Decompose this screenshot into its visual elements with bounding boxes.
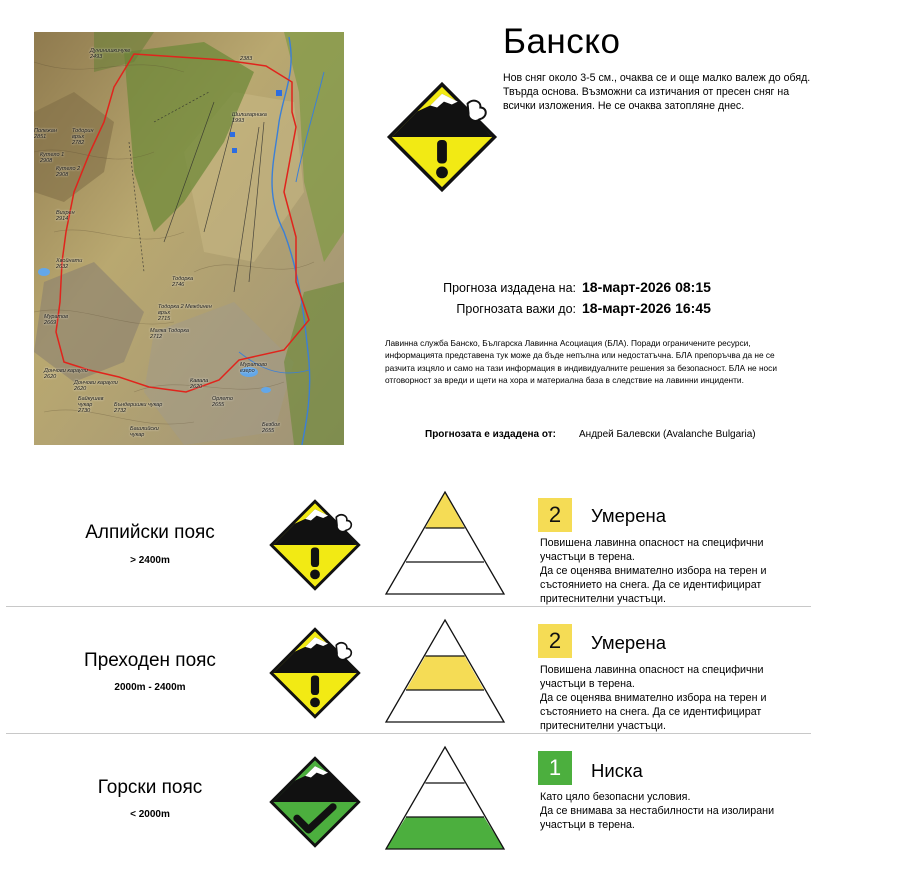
map-label: 2383 (240, 56, 253, 62)
issued-value: 18-март-2026 08:15 (582, 279, 711, 295)
map-label: Тодорка 2 Междинен връх 2715 (158, 304, 212, 322)
danger-level-description: Повишена лавинна опасност на специфични участъци в терена. Да се оценява внимателно избора на терен и състоянието на снега. Да се идентифицират притеснителни участъци. (540, 537, 767, 605)
map-label: Безбог 2655 (262, 422, 280, 434)
valid-value: 18-март-2026 16:45 (582, 300, 711, 316)
zone-row-alpine (6, 478, 906, 606)
map-label: Малка Тодорка 2712 (150, 328, 189, 340)
zone-range: < 2000m (130, 809, 170, 820)
forecast-summary: Нов сняг около 3-5 см., очаква се и още малко валеж до обяд. Твърда основа. Възможни са изтичания от пресен сняг на всички изложения. Не се очаква затопляне днес. (503, 72, 811, 112)
map-label: Дунинишкичуке 2493 (90, 48, 131, 60)
danger-level-badge: 1 (538, 751, 572, 785)
avalanche-danger-level-1-icon (266, 753, 364, 856)
map-label: Хвойнати 2632 (56, 258, 83, 270)
zone-name: Алпийски пояс (85, 522, 215, 543)
author-value: Андрей Балевски (Avalanche Bulgaria) (579, 429, 756, 440)
zone-range: 2000m - 2400m (114, 682, 186, 693)
danger-level-description: Повишена лавинна опасност на специфични участъци в терена. Да се оценява внимателно избора на терен и състоянието на снега. Да се идентифицират притеснителни участъци. (540, 664, 767, 732)
map-label: Дончови караули 2620 (44, 368, 88, 380)
map-label: Кутело 1 2908 (40, 152, 65, 164)
page-title: Банско (503, 22, 621, 61)
zone-range: > 2400m (130, 555, 170, 566)
map-label: Тодорин връх 2782 (72, 128, 94, 146)
valid-label: Прогнозата важи до: (456, 302, 576, 316)
avalanche-danger-level-2-icon (266, 624, 364, 727)
avalanche-danger-level-2-icon (266, 496, 364, 599)
elevation-pyramid (384, 745, 506, 856)
map-label: Муратов 2669 (44, 314, 68, 326)
danger-level-badge: 2 (538, 624, 572, 658)
map-label: Байкушев чукар 2730 (78, 396, 104, 414)
map-label: Орлето 2655 (212, 396, 233, 408)
elevation-pyramid (384, 618, 506, 729)
map-label: Башлийски чукар (130, 426, 159, 438)
map-label: Полежан 2851 (34, 128, 57, 140)
issued-label: Прогноза издадена на: (443, 281, 576, 295)
danger-level-badge: 2 (538, 498, 572, 532)
avalanche-danger-level-2-icon (383, 78, 501, 201)
map-label: Муратово езеро (240, 362, 267, 374)
terrain-map (34, 32, 344, 445)
danger-level-name: Умерена (591, 505, 667, 526)
zone-name: Преходен пояс (84, 650, 216, 671)
zone-name: Горски пояс (97, 777, 203, 798)
map-label: Кавала 2620 (190, 378, 209, 390)
map-label: Тодорка 2746 (172, 276, 194, 288)
map-label: Дончови караули 2620 (74, 380, 118, 392)
danger-level-description: Като цяло безопасни условия. Да се внимава за нестабилности на изолирани участъци в терена. (540, 791, 775, 831)
disclaimer-text: Лавинна служба Банско, Българска Лавинна Асоциация (БЛА). Поради ограничените ресурси, информацията представена тук може да бъде непълна или недостатъчна. БЛА препоръчва да не се разчита изцяло и само на тази информация в индивидуалните решения за безопасност. БЛА не носи отговорност за вреди и щети на хора и материална база в следствие на лавинни инциденти. (385, 338, 777, 386)
map-label: Вихрен 2914 (56, 210, 75, 222)
map-label: Шилигарника 1993 (232, 112, 267, 124)
danger-level-name: Умерена (591, 632, 667, 653)
elevation-pyramid (384, 490, 506, 601)
zone-row-forest (6, 733, 906, 861)
map-label: Кутело 2 2908 (56, 166, 81, 178)
map-label: Бъндеришки чукар 2732 (114, 402, 163, 414)
zone-row-transition (6, 606, 906, 734)
danger-level-name: Ниска (591, 760, 643, 781)
author-label: Прогнозата е издадена от: (425, 429, 556, 440)
